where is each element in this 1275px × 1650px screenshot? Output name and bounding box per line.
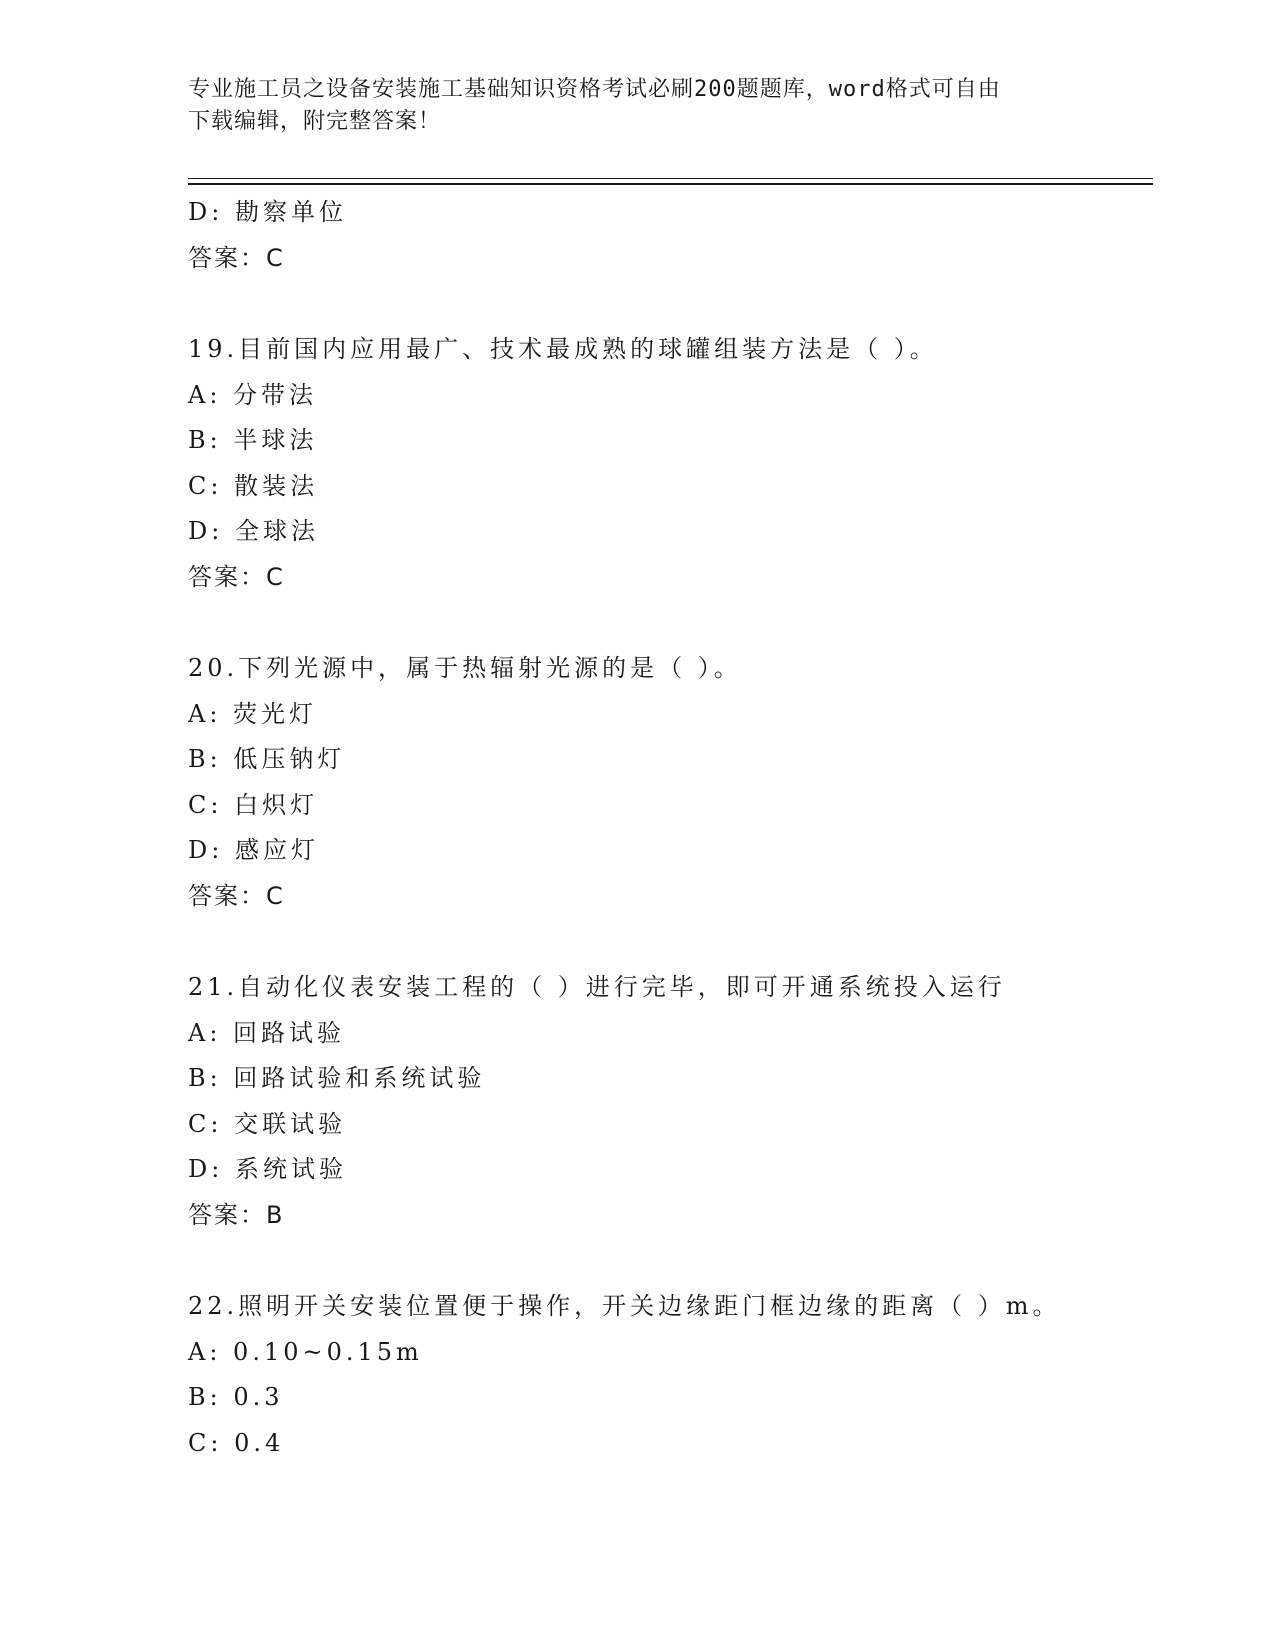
header-divider <box>188 178 1153 179</box>
option-text: A: 分带法 <box>188 380 318 409</box>
option-text: A: 0.10~0.15m <box>188 1337 423 1366</box>
header-divider-thick <box>188 183 1153 185</box>
question-block <box>188 1284 1153 1466</box>
block-spacer <box>188 1238 1153 1284</box>
option-text: D: 感应灯 <box>188 836 319 864</box>
block-spacer <box>188 600 1153 646</box>
block-spacer <box>188 919 1153 965</box>
option-text: D: 系统试验 <box>188 1155 347 1183</box>
document-header <box>188 74 1068 138</box>
question-text: 20.下列光源中，属于热辐射光源的是（ ）。 <box>188 654 742 682</box>
answer-text: 答案：C <box>188 881 285 910</box>
question-list <box>188 190 1153 1466</box>
option-text: C: 散装法 <box>188 471 319 500</box>
answer-text: 答案：C <box>188 243 285 272</box>
question-block <box>188 965 1153 1238</box>
answer-text: 答案：C <box>188 562 285 591</box>
header-title-line1: 专业施工员之设备安装施工基础知识资格考试必刷200题题库，word格式可自由 <box>188 77 1001 102</box>
block-spacer <box>188 281 1153 327</box>
option-text: B: 低压钠灯 <box>188 745 346 773</box>
question-block <box>188 190 1153 281</box>
option-text: A: 回路试验 <box>188 1018 346 1047</box>
question-text: 21.自动化仪表安装工程的（ ）进行完毕，即可开通系统投入运行 <box>188 973 1006 1001</box>
option-text: B: 半球法 <box>188 426 318 454</box>
option-text: D: 勘察单位 <box>188 198 347 226</box>
question-block <box>188 327 1153 600</box>
option-text: A: 荧光灯 <box>188 699 318 728</box>
option-text: D: 全球法 <box>188 517 319 545</box>
option-text: C: 0.4 <box>188 1428 285 1457</box>
option-text: C: 交联试验 <box>188 1109 347 1138</box>
header-title-line2: 下载编辑，附完整答案！ <box>188 109 442 134</box>
option-text: B: 0.3 <box>188 1383 284 1411</box>
question-text: 19.目前国内应用最广、技术最成熟的球罐组装方法是（ ）。 <box>188 335 938 363</box>
option-text: B: 回路试验和系统试验 <box>188 1064 486 1092</box>
option-text: C: 白炽灯 <box>188 790 319 819</box>
question-block <box>188 646 1153 919</box>
answer-text: 答案：B <box>188 1200 285 1229</box>
question-text: 22.照明开关安装位置便于操作，开关边缘距门框边缘的距离（ ）m。 <box>188 1292 1061 1320</box>
